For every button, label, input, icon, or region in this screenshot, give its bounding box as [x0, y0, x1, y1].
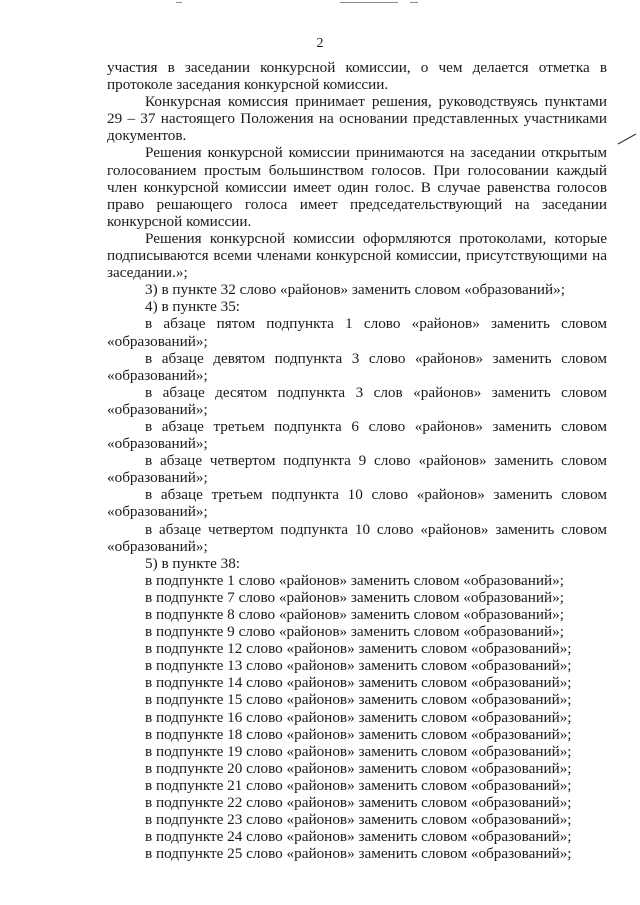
scan-edge-marks [0, 0, 640, 6]
amendment-item: 5) в пункте 38: [145, 554, 241, 572]
list-item: в подпункте 7 слово «районов» заменить словом «образований»; [145, 588, 564, 606]
list-item: в подпункте 13 слово «районов» заменить словом «образований»; [145, 657, 572, 675]
list-item: в подпункте 22 слово «районов» заменить словом «образований»; [145, 794, 572, 812]
list-item: в подпункте 8 слово «районов» заменить словом «образований»; [145, 606, 564, 623]
page-number: 2 [316, 36, 324, 51]
list-item: в подпункте 16 слово «районов» заменить словом «образований»; [145, 708, 572, 726]
amendment-subitem: в абзаце девятом подпункта 3 слово «районов» заменить словом «образований»; [107, 349, 607, 384]
paragraph: Решения конкурсной комиссии принимаются на заседании открытым голосованием простым большинством голосов. При голосовании каждый член конкурсной комиссии имеет один голос. В случае равенства голосов право решающего голоса имеет председательствующий на заседании конкурсной комиссии. [107, 144, 607, 230]
amendment-subitem: в абзаце третьем подпункта 10 слово «районов» заменить словом «образований»; [107, 486, 607, 521]
list-item: в подпункте 19 слово «районов» заменить словом «образований»; [145, 742, 572, 760]
list-item: в подпункте 20 слово «районов» заменить словом «образований»; [145, 759, 572, 777]
paragraph: Решения конкурсной комиссии оформляются протоколами, которые подписываются всеми членами конкурсной комиссии, присутствующими на заседании.»; [107, 229, 607, 282]
subitem-list [107, 572, 607, 863]
pen-mark [616, 128, 638, 150]
list-item: в подпункте 18 слово «районов» заменить словом «образований»; [145, 725, 572, 743]
paragraph: Конкурсная комиссия принимает решения, руководствуясь пунктами 29 – 37 настоящего Положения на основании представленных участниками документов. [107, 93, 607, 145]
amendment-subitem: в абзаце десятом подпункта 3 слов «районов» заменить словом «образований»; [107, 383, 607, 418]
amendment-subitem: в абзаце четвертом подпункта 10 слово «районов» заменить словом «образований»; [107, 520, 607, 555]
amendment-subitem: в абзаце пятом подпункта 1 слово «районов» заменить словом «образований»; [107, 315, 607, 350]
amendment-subitem: в абзаце четвертом подпункта 9 слово «районов» заменить словом «образований»; [107, 452, 607, 487]
paragraph: участия в заседании конкурсной комиссии, о чем делается отметка в протоколе заседания конкурсной комиссии. [107, 59, 607, 94]
list-item: в подпункте 14 слово «районов» заменить словом «образований»; [145, 674, 572, 692]
list-item: в подпункте 23 слово «районов» заменить словом «образований»; [145, 811, 572, 829]
list-item: в подпункте 21 слово «районов» заменить словом «образований»; [145, 776, 572, 794]
document-body [107, 59, 607, 862]
list-item: в подпункте 12 слово «районов» заменить словом «образований»; [145, 640, 572, 658]
list-item: в подпункте 1 слово «районов» заменить словом «образований»; [145, 571, 564, 589]
list-item: в подпункте 15 слово «районов» заменить словом «образований»; [145, 691, 572, 709]
amendment-subitem: в абзаце третьем подпункта 6 слово «районов» заменить словом «образований»; [107, 417, 607, 453]
list-item: в подпункте 24 слово «районов» заменить словом «образований»; [145, 828, 572, 846]
amendment-item: 3) в пункте 32 слово «районов» заменить словом «образований»; [145, 281, 565, 299]
list-item: в подпункте 9 слово «районов» заменить словом «образований»; [145, 623, 564, 641]
amendment-item: 4) в пункте 35: [145, 298, 241, 316]
list-item: в подпункте 25 слово «районов» заменить словом «образований»; [145, 845, 572, 863]
